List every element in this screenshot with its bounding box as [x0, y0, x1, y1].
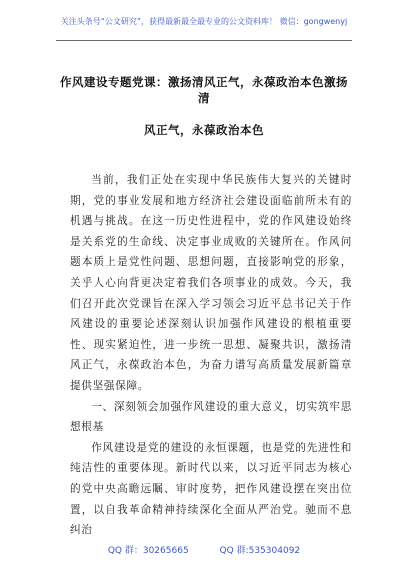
- document-title-line-2: 风正气，永葆政治本色: [144, 123, 264, 137]
- footer: [0, 543, 408, 556]
- footer-qq-group-1: QQ 群：30265665: [107, 546, 189, 556]
- section-heading: 一、深刻领会加强作风建设的重大意义，切实筑牢思想根基: [70, 400, 352, 434]
- document-body: [70, 170, 352, 541]
- header-divider: [56, 40, 352, 41]
- body-paragraph: 当前，我们正处在实现中华民族伟大复兴的关键时期，党的事业发展和地方经济社会建设面临前所未有的机遇与挑战。在这一历史性进程中，党的作风建设始终是关系党的生命线、决定事业成败的关键所在。作风问题本质上是党性问题、思想问题，直接影响党的形象，关乎人心向背更决定着我们各项事业的成效。今天，我们召开此次党课旨在深入学习领会习近平总书记关于作风建设的重要论述深刻认识加强作风建设的根植重要性、现实紧迫性，进一步统一思想、凝聚共识，激扬清风正气，永葆政治本色，为奋力谱写高质量发展新篇章提供坚强保障。: [70, 174, 352, 392]
- document-title-line-1: 作风建设专题党课：激扬清风正气，永葆政治本色激扬清: [60, 75, 348, 105]
- header-banner: 关注头条号“公文研究”，获得最新最全最专业的公文资料库！ 微信：gongwenyj: [60, 17, 348, 26]
- body-paragraph: 作风建设是党的建设的永恒课题，也是党的先进性和纯洁性的重要体现。新时代以来，以习近平同志为核心的党中央高瞻远瞩、审时度势，把作风建设摆在突出位置，以自我革命精神持续深化全面从严治党。驰而不息纠治: [70, 441, 352, 537]
- footer-qq-group-2: QQ 群:535304092: [219, 546, 301, 556]
